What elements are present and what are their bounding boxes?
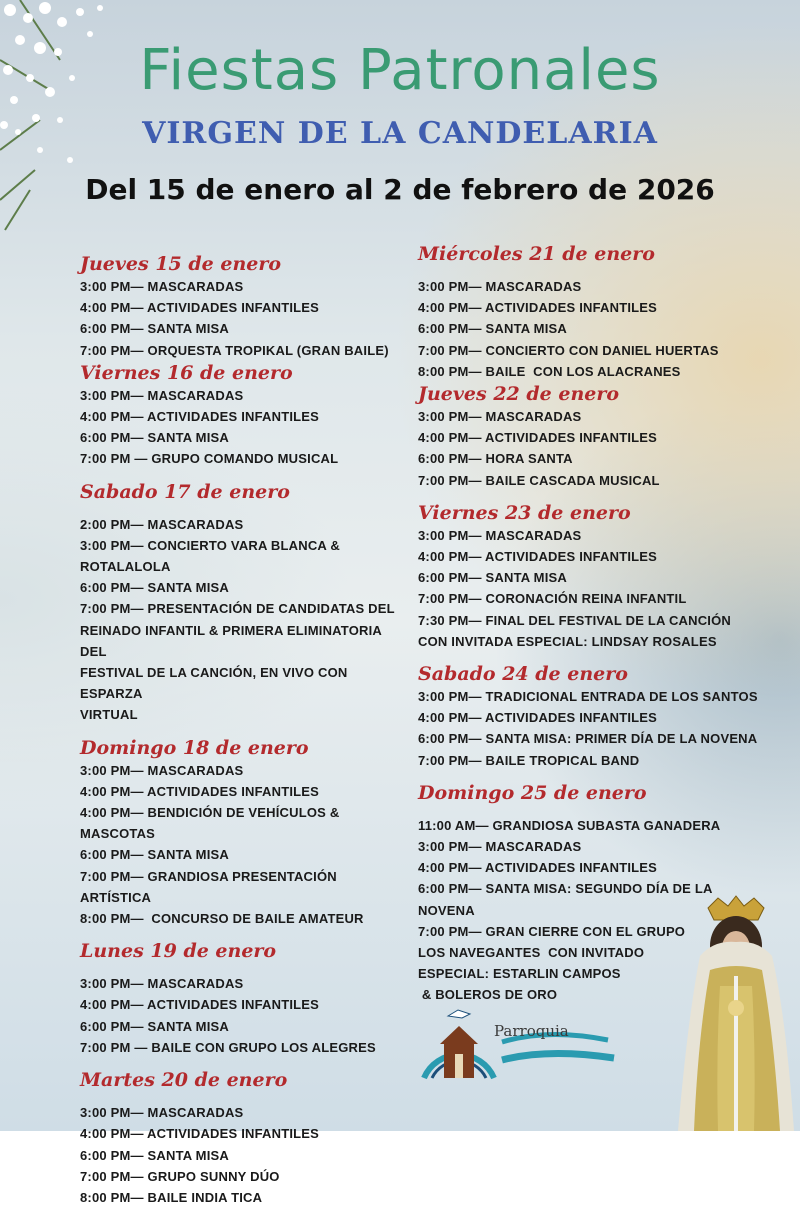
event-item: 4:00 PM— ACTIVIDADES INFANTILES [418,430,658,446]
event-item: ESPECIAL: ESTARLIN CAMPOS [418,966,621,982]
event-item: 4:00 PM— ACTIVIDADES INFANTILES [418,710,658,726]
day-heading: Martes 20 de enero [80,1069,288,1092]
day-heading: Jueves 15 de enero [80,253,282,275]
event-item: 7:00 PM— CORONACIÓN REINA INFANTIL [418,591,687,607]
event-item: 4:00 PM— ACTIVIDADES INFANTILES [80,783,320,799]
event-item: 4:00 PM— ACTIVIDADES INFANTILES [80,300,320,316]
event-item: 3:00 PM— MASCARADAS [80,976,244,992]
event-item: 8:00 PM— BAILE INDIA TICA [80,1189,263,1205]
event-item: 3:00 PM— MASCARADAS [418,839,582,855]
event-item: 4:00 PM— ACTIVIDADES INFANTILES [80,997,320,1013]
schedule-left-column [80,252,410,1208]
event-item: 3:00 PM— MASCARADAS [418,409,582,425]
day-block [80,361,410,470]
day-heading: Lunes 19 de enero [80,940,277,963]
event-item: 6:00 PM— SANTA MISA [418,321,567,337]
day-heading: Sabado 24 de enero [418,663,628,686]
day-block [80,1068,410,1208]
event-item: 7:30 PM— FINAL DEL FESTIVAL DE LA CANCIÓN [418,612,732,628]
event-item: 8:00 PM— CONCURSO DE BAILE AMATEUR [80,911,364,927]
event-item: 7:00 PM— CONCIERTO CON DANIEL HUERTAS [418,342,719,358]
day-heading: Viernes 23 de enero [418,501,631,524]
event-item: 4:00 PM— ACTIVIDADES INFANTILES [80,1126,320,1142]
day-heading: Sabado 17 de enero [80,480,290,503]
event-item: 6:00 PM— SANTA MISA [80,321,229,337]
day-block [418,662,758,771]
event-item: 3:00 PM— MASCARADAS [80,1105,244,1121]
event-item: 7:00 PM— PRESENTACIÓN DE CANDIDATAS DEL [80,601,395,617]
day-block [80,252,410,361]
event-item: 7:00 PM— GRUPO SUNNY DÚO [80,1168,280,1184]
event-item: VIRTUAL [80,707,138,723]
event-item: 2:00 PM— MASCARADAS [80,516,244,532]
event-item: 7:00 PM— GRANDIOSA PRESENTACIÓN ARTÍSTICA [80,868,341,905]
schedule-right-column [418,242,758,1006]
event-item: 6:00 PM— HORA SANTA [418,451,573,467]
event-item: 3:00 PM— MASCARADAS [80,387,244,403]
event-item: FESTIVAL DE LA CANCIÓN, EN VIVO CON ESPARZA [80,665,352,702]
event-item: 6:00 PM— SANTA MISA [80,1018,229,1034]
virgin-statue-image [668,896,800,1131]
parish-logo [418,998,628,1084]
event-item: 7:00 PM— BAILE TROPICAL BAND [418,752,640,768]
event-item: 3:00 PM— MASCARADAS [418,527,582,543]
event-item: 3:00 PM— MASCARADAS [80,279,244,294]
page-subtitle: VIRGEN DE LA CANDELARIA [142,116,658,151]
event-item: 7:00 PM — BAILE CON GRUPO LOS ALEGRES [80,1039,376,1055]
day-block [418,382,758,491]
event-item: 3:00 PM— MASCARADAS [418,279,582,294]
date-range: Del 15 de enero al 2 de febrero de 2026 [85,173,715,206]
event-item: 6:00 PM— SANTA MISA: PRIMER DÍA DE LA NOVENA [418,731,758,747]
event-item: 4:00 PM— BENDICIÓN DE VEHÍCULOS & MASCOTAS [80,805,344,842]
day-block [80,480,410,726]
event-item: 6:00 PM— SANTA MISA [80,847,229,863]
event-item: LOS NAVEGANTES CON INVITADO [418,945,645,961]
day-block [80,736,410,930]
day-heading: Jueves 22 de enero [418,383,620,406]
day-heading: Domingo 25 de enero [418,781,647,804]
event-item: 4:00 PM— ACTIVIDADES INFANTILES [418,860,658,876]
day-heading: Miércoles 21 de enero [418,243,655,265]
parish-logo-label: Parroquia [494,1022,569,1040]
event-item: 7:00 PM— ORQUESTA TROPIKAL (GRAN BAILE) [80,342,389,358]
event-item: 6:00 PM— SANTA MISA [418,570,567,586]
event-item: 4:00 PM— ACTIVIDADES INFANTILES [418,549,658,565]
event-item: 6:00 PM— SANTA MISA: SEGUNDO DÍA DE LA NOVENA [418,881,716,918]
day-block [418,501,758,652]
event-item: CON INVITADA ESPECIAL: LINDSAY ROSALES [418,633,717,649]
day-heading: Viernes 16 de enero [80,361,293,384]
event-item: 3:00 PM— TRADICIONAL ENTRADA DE LOS SANTOS [418,689,758,705]
day-block [80,939,410,1058]
day-heading: Domingo 18 de enero [80,736,309,759]
day-block [418,242,758,382]
event-item: 11:00 AM— GRANDIOSA SUBASTA GANADERA [418,817,721,833]
event-item: 3:00 PM— MASCARADAS [80,762,244,778]
event-item: 6:00 PM— SANTA MISA [80,430,229,446]
event-item: 6:00 PM— SANTA MISA [80,1147,229,1163]
event-item: 4:00 PM— ACTIVIDADES INFANTILES [418,300,658,316]
page-title: Fiestas Patronales [139,38,661,103]
event-item: 7:00 PM— BAILE CASCADA MUSICAL [418,472,660,488]
event-item: 7:00 PM— GRAN CIERRE CON EL GRUPO [418,923,686,939]
event-item: 8:00 PM— BAILE CON LOS ALACRANES [418,363,681,379]
event-item: 3:00 PM— CONCIERTO VARA BLANCA & ROTALALOLA [80,537,344,575]
event-item: 4:00 PM— ACTIVIDADES INFANTILES [80,409,320,425]
event-item: & BOLEROS DE ORO [418,987,558,1003]
event-item: 7:00 PM — GRUPO COMANDO MUSICAL [80,451,339,467]
event-item: 6:00 PM— SANTA MISA [80,580,229,596]
event-item: REINADO INFANTIL & PRIMERA ELIMINATORIA DEL [80,622,386,659]
